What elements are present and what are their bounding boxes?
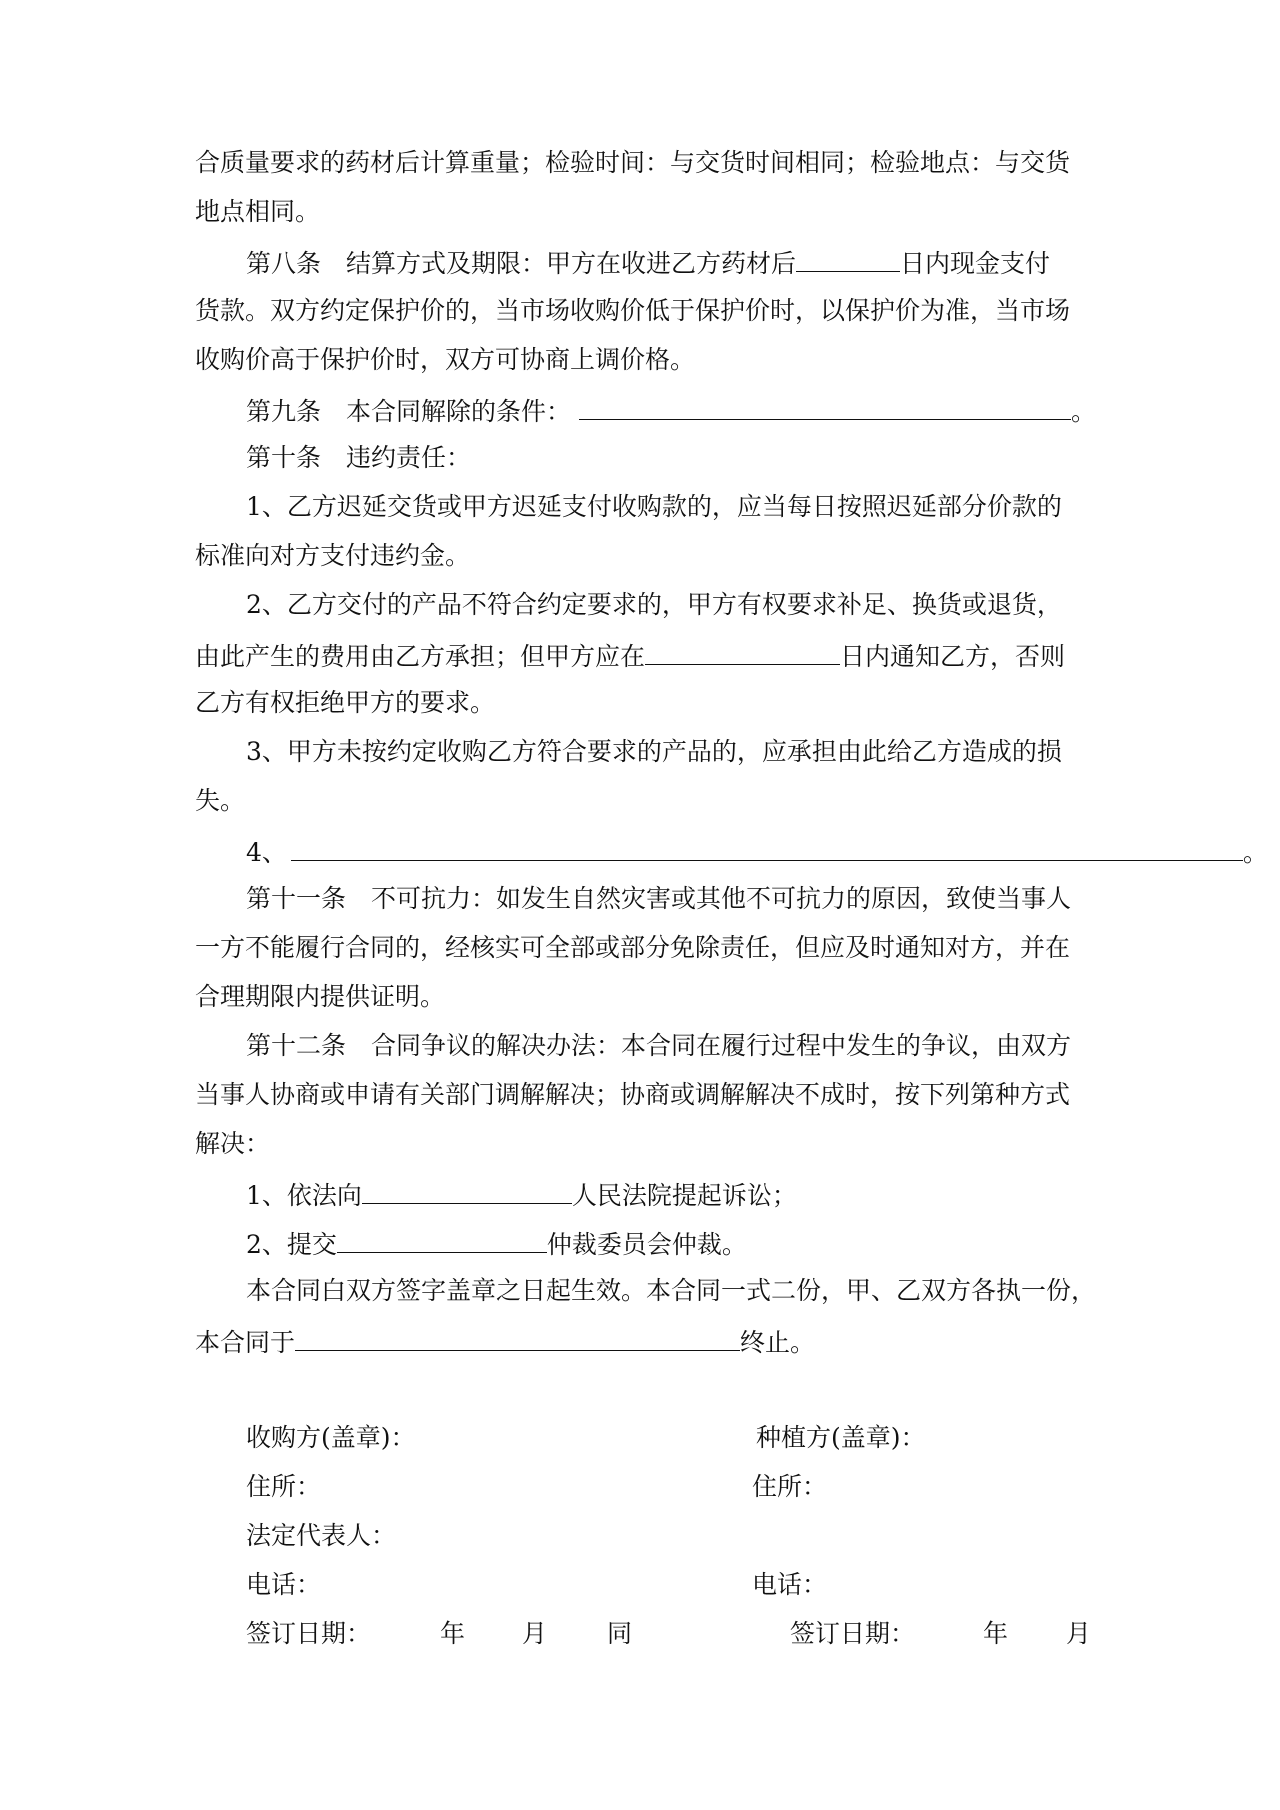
article-9-termination-blank — [579, 394, 1071, 420]
buyer-phone-label: 电话： — [246, 1570, 322, 1599]
article-10-item-4-period: 。 — [1242, 838, 1268, 867]
termination-date-blank — [295, 1325, 740, 1351]
grower-address-label: 住所： — [752, 1472, 828, 1501]
buyer-seal-label: 收购方(盖章)： — [246, 1423, 416, 1452]
article-12-option-2 — [246, 1227, 747, 1260]
buyer-date-day: 同 — [607, 1619, 633, 1648]
article-10-item-2-text-before-blank: 由此产生的费用由乙方承担；但甲方应在 — [195, 642, 646, 671]
article-10-heading: 第十条 违约责任： — [246, 443, 472, 472]
article-11-line-3: 合理期限内提供证明。 — [195, 982, 446, 1011]
buyer-date-month: 月 — [522, 1619, 548, 1648]
buyer-date-year: 年 — [440, 1619, 466, 1648]
article-11-line-1: 第十一条 不可抗力：如发生自然灾害或其他不可抗力的原因，致使当事人 — [246, 884, 1072, 913]
final-clause-line-1: 本合同白双方签字盖章之日起生效。本合同一式二份，甲、乙双方各执一份， — [246, 1276, 1097, 1305]
article-12-option-2-suffix: 仲裁委员会仲裁。 — [546, 1230, 747, 1259]
article-8-line-1 — [246, 246, 1050, 279]
grower-phone-label: 电话： — [752, 1570, 828, 1599]
final-clause-text: 本合同于 — [195, 1328, 296, 1357]
article-12-option-1-text: 1、依法向 — [246, 1181, 362, 1210]
article-12-line-3: 解决： — [195, 1129, 271, 1158]
article-12-option-1-suffix: 人民法院提起诉讼； — [571, 1181, 797, 1210]
article-10-item-4-number: 4、 — [246, 838, 287, 867]
buyer-address-label: 住所： — [246, 1472, 322, 1501]
article-10-item-3-line-2: 失。 — [195, 786, 246, 815]
buyer-signing-date-label: 签订日期： — [246, 1619, 372, 1648]
article-9-text: 第九条 本合同解除的条件： — [246, 397, 572, 426]
article-12-line-2: 当事人协商或申请有关部门调解解决；协商或调解解决不成时，按下列第种方式 — [195, 1080, 1071, 1109]
grower-signing-date-label: 签订日期： — [790, 1619, 916, 1648]
grower-date-year: 年 — [983, 1619, 1009, 1648]
article-10-item-3-line-1: 3、甲方未按约定收购乙方符合要求的产品的，应承担由此给乙方造成的损 — [246, 737, 1062, 766]
grower-date-month: 月 — [1066, 1619, 1092, 1648]
article-8-days-blank — [796, 246, 900, 272]
article-10-item-1-line-2: 标准向对方支付违约金。 — [195, 541, 471, 570]
article-8-line-2: 货款。双方约定保护价的，当市场收购价低于保护价时，以保护价为准，当市场 — [195, 296, 1071, 325]
article-8-line-3: 收购价高于保护价时，双方可协商上调价格。 — [195, 345, 696, 374]
article-11-line-2: 一方不能履行合同的，经核实可全部或部分免除责任，但应及时通知对方，并在 — [195, 933, 1071, 962]
final-clause-line-2 — [195, 1325, 815, 1358]
article-12-line-1: 第十二条 合同争议的解决办法：本合同在履行过程中发生的争议，由双方 — [246, 1031, 1072, 1060]
grower-seal-label: 种植方(盖章)： — [756, 1423, 926, 1452]
article-12-court-blank — [362, 1178, 572, 1204]
article-10-item-4-line — [246, 835, 1268, 868]
buyer-legal-representative-label: 法定代表人： — [246, 1521, 397, 1550]
article-10-item-1-line-1: 1、乙方迟延交货或甲方迟延支付收购款的，应当每日按照迟延部分价款的 — [246, 492, 1062, 521]
article-8-text-after-blank: 日内现金支付 — [900, 249, 1051, 278]
article-10-item-2-line-1: 2、乙方交付的产品不符合约定要求的，甲方有权要求补足、换货或退货， — [246, 590, 1062, 619]
final-clause-suffix: 终止。 — [740, 1328, 816, 1357]
article-9-line — [246, 394, 1096, 427]
article-7-continuation-line-2: 地点相同。 — [195, 197, 321, 226]
article-10-item-2-line-3: 乙方有权拒绝甲方的要求。 — [195, 688, 496, 717]
article-10-item-2-line-2 — [195, 639, 1065, 672]
article-7-continuation-line-1: 合质量要求的药材后计算重量；检验时间：与交货时间相同；检验地点：与交货 — [195, 148, 1071, 177]
article-9-period: 。 — [1071, 397, 1097, 426]
article-12-option-1 — [246, 1178, 797, 1211]
article-12-option-2-text: 2、提交 — [246, 1230, 337, 1259]
article-10-item-2-days-blank — [645, 639, 840, 665]
article-10-item-4-blank — [291, 835, 1243, 861]
article-10-item-2-text-after-blank: 日内通知乙方，否则 — [840, 642, 1066, 671]
article-8-text-before-blank: 第八条 结算方式及期限：甲方在收进乙方药材后 — [246, 249, 797, 278]
article-12-arbitration-blank — [337, 1227, 547, 1253]
